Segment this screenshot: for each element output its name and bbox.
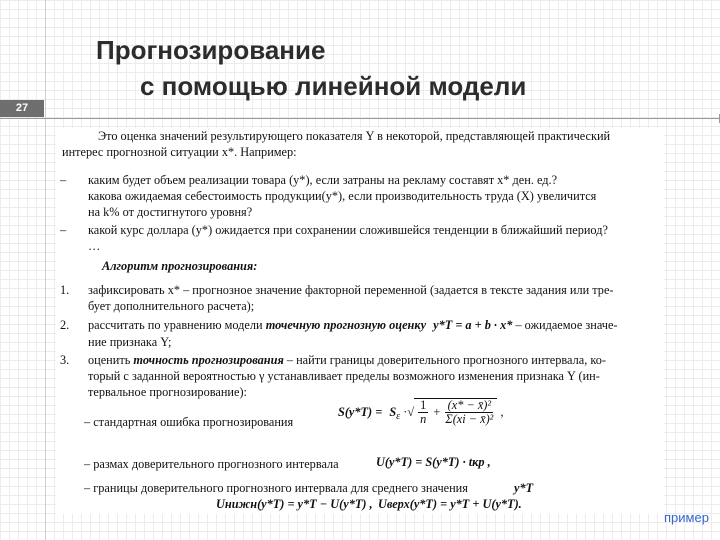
step-1-marker: 1. [60, 283, 70, 297]
std-error-formula: $S(y*T) = S_\varepsilon$ ·√ $\frac{1}{n}$ + $\frac{\text{(x* − x̄)²}}{\text{Σ(xi − x̄)²}}$ , [338, 398, 504, 426]
example-2: какова ожидаемая себестоимость продукции(y*), если производительность труда (X) увеличится [88, 189, 597, 203]
lower-bound-formula: Uнижн(y*T) = y*T − U(y*T) , [216, 497, 373, 511]
example-link[interactable]: пример [664, 510, 709, 525]
std-error-lhs: S(y*T) = [338, 405, 383, 420]
upper-bound-formula: Uверх(y*T) = y*T + U(y*T). [378, 497, 522, 511]
range-label: – размах доверительного прогнозного интервала [84, 457, 339, 471]
step-3-marker: 3. [60, 353, 70, 367]
bounds-var: y*T [514, 481, 534, 495]
ellipsis: … [88, 239, 101, 253]
step-2-marker: 2. [60, 318, 70, 332]
step-2-bold: точечную прогнозную оценку [265, 318, 427, 332]
frac-num-1: 1 [420, 398, 427, 412]
step-1-line-1: зафиксировать x* – прогнозное значение факторной переменной (задается в тексте задания или тре- [88, 283, 614, 297]
dash-marker-1: – [60, 173, 67, 187]
point-forecast-formula: y*T = a + b · x* [433, 318, 513, 332]
dash-marker-3: – [60, 223, 67, 237]
intro-line-2: интерес прогнозной ситуации x*. Например: [62, 145, 297, 159]
algorithm-title: Алгоритм прогнозирования: [102, 259, 258, 273]
frac-one-over-n [418, 399, 428, 426]
step-1-line-2: бует дополнительного расчета); [88, 299, 255, 313]
example-1: каким будет объем реализации товара (y*), если затраны на рекламу составят x* ден. ед.? [88, 173, 558, 187]
step-3-tail: – найти границы доверительного прогнозного интервала, ко- [286, 353, 606, 367]
frac-deviation [445, 399, 493, 426]
frac-num-dev: (x* − x̄)² [445, 399, 493, 413]
step-2-line-1 [88, 317, 618, 333]
document-image [56, 128, 664, 514]
frac-den-n: n [420, 412, 427, 426]
step-2-text: рассчитать по уравнению модели [88, 318, 263, 332]
example-3: какой курс доллара (y*) ожидается при сохранении сложившейся тенденции в ближайший период? [88, 223, 608, 237]
bounds-label: – границы доверительного прогнозного интервала для среднего значения [84, 481, 468, 495]
step-3-bold: точность прогнозирования [133, 353, 284, 367]
std-error-sub: ε [396, 410, 401, 422]
step-3-line-2: торый с заданной вероятностью γ устанавливает пределы возможного изменения признака Y (ин- [88, 369, 600, 383]
step-3-text: оценить [88, 353, 131, 367]
step-2-line-2: ние признака Y; [88, 335, 172, 349]
frac-den-sum: Σ(xi − x̄)² [445, 412, 494, 426]
left-margin-strip [0, 0, 46, 540]
sqrt-body: $\frac{1}{n}$ + $\frac{\text{(x* − x̄)²}}{\text{Σ(xi − x̄)²}}$ [414, 398, 497, 426]
intro-line-1: Это оценка значений результирующего показателя Y в некоторой, представляющей практический [98, 129, 611, 143]
std-error-label: – стандартная ошибка прогнозирования [84, 415, 294, 429]
slide-number: 27 [0, 100, 44, 117]
step-3-line-3: тервальное прогнозирование): [88, 385, 247, 399]
slide-title-line2: с помощью линейной модели [140, 71, 527, 101]
slide-title-line1: Прогнозирование [96, 35, 326, 65]
step-2-tail: – ожидаемое значе- [515, 318, 618, 332]
example-2-cont: на k% от достигнутого уровня? [88, 205, 253, 219]
sqrt-sign: ·√ [403, 405, 415, 420]
step-3-line-1 [88, 352, 606, 368]
std-error-s: S [389, 405, 397, 420]
range-formula: U(y*T) = S(y*T) · tкр , [376, 455, 491, 469]
title-divider [0, 118, 720, 119]
